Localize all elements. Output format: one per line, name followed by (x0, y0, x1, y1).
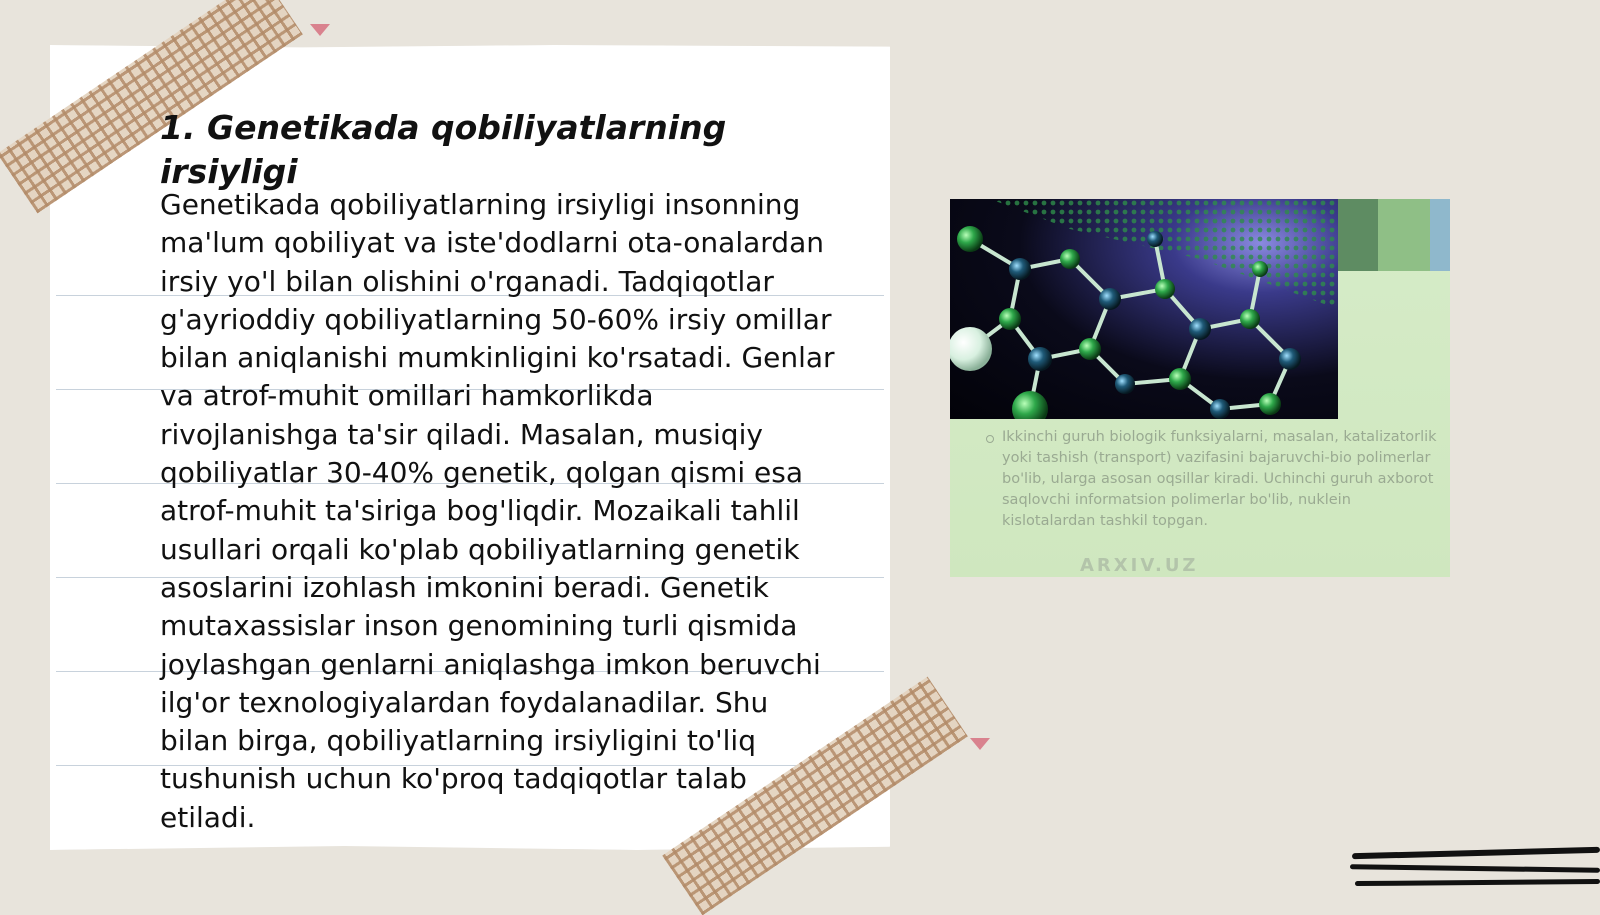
color-swatch (1378, 199, 1430, 271)
pin-icon (310, 24, 330, 36)
decorative-stroke (1355, 879, 1600, 886)
pin-icon (970, 738, 990, 750)
color-swatch (1430, 199, 1450, 271)
molecule-image (950, 199, 1338, 419)
watermark-text: ARXIV.UZ (1080, 555, 1199, 576)
slide-title: 1. Genetikada qobiliyatlarning irsiyligi (160, 108, 727, 191)
decorative-stroke (1352, 847, 1600, 859)
molecule-figure (950, 199, 1450, 577)
slide-body-text: Genetikada qobiliyatlarning irsiyligi insonning ma'lum qobiliyat va iste'dodlarni ota-onalardan irsiy yo'l bilan olishini o'rganadi. Tadqiqotlar g'ayrioddiy qobiliyatlarning 50-60% irsiy omillar bilan aniqlanishi mumkinligini ko'rsatadi. Genlar va atrof-muhit omillari hamkorlikda rivojlanishga ta'sir qiladi. Masalan, musiqiy qobiliyatlar 30-40% genetik, qolgan qismi esa atrof-muhit ta'siriga bog'liqdir. Mozaikali tahlil usullari orqali ko'plab qobiliyatlarning genetik asoslarini izohlash imkonini beradi. Genetik mutaxassislar inson genomining turli qismida joylashgan genlarni aniqlashga imkon beruvchi ilg'or texnologiyalardan foydalanadilar. Shu bilan birga, qobiliyatlarning irsiyligini to'liq tushunish uchun ko'proq tadqiqotlar talab etiladi. (160, 188, 835, 834)
decorative-stroke (1350, 864, 1600, 872)
molecule-structure-icon (950, 199, 1338, 419)
figure-caption: Ikkinchi guruh biologik funksiyalarni, masalan, katalizatorlik yoki tashish (transport) vazifasini bajaruvchi-bio polimerlar bo'lib, ularga asosan oqsillar kiradi. Uchinchi guruh axborot saqlovchi informatsion polimerlar bo'lib, nuklein kislotalardan tashkil topgan. (1002, 429, 1437, 529)
color-swatch (1338, 199, 1378, 271)
